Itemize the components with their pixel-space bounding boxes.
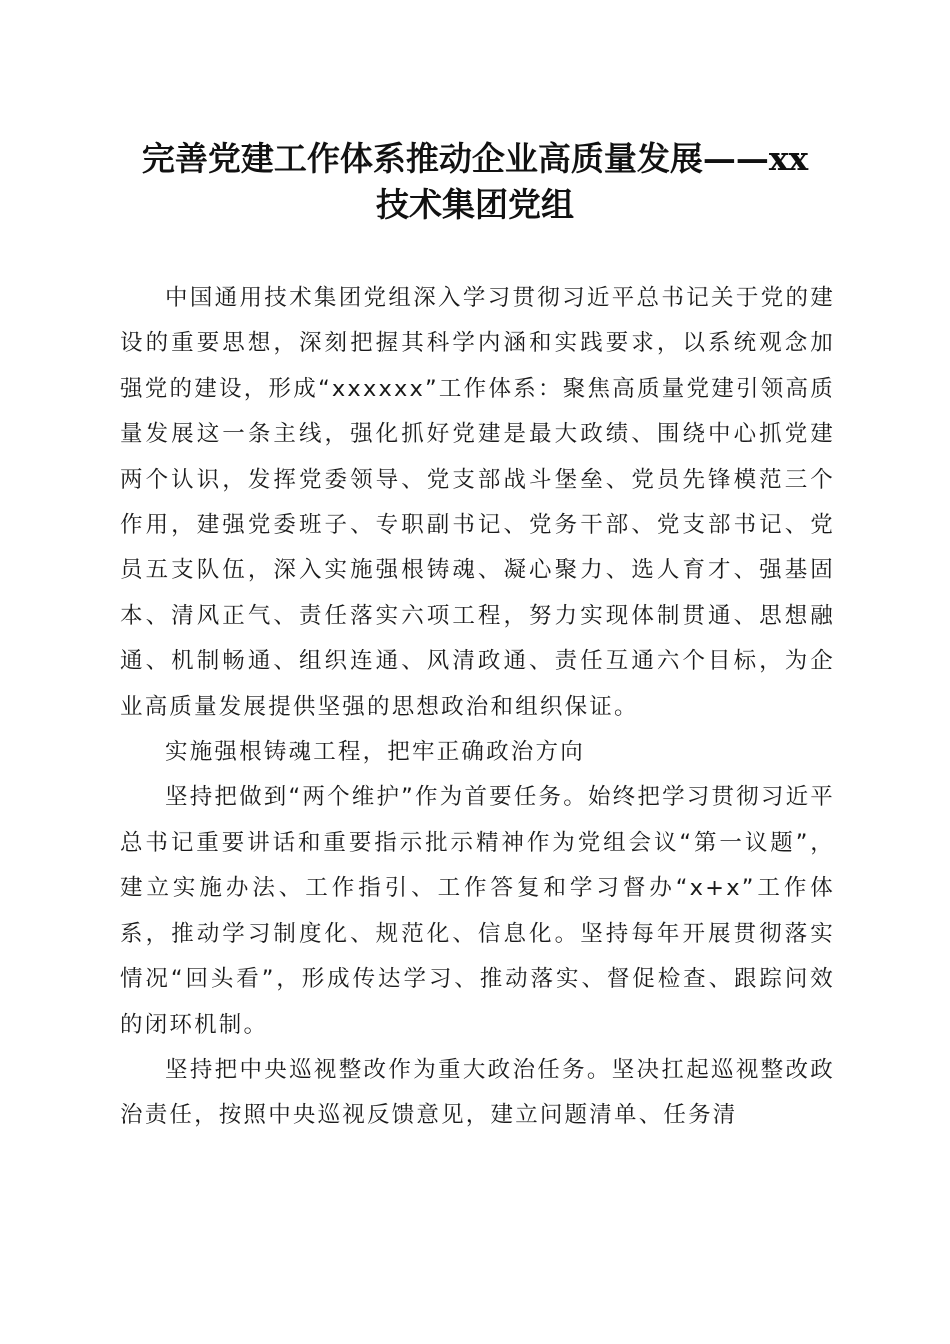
- paragraph-two-safeguards: 坚持把做到“两个维护”作为首要任务。始终把学习贯彻习近平总书记重要讲话和重要指示批示精神作为党组会议“第一议题”，建立实施办法、工作指引、工作答复和学习督办“x+x”工作体系，推动学习制度化、规范化、信息化。坚持每年开展贯彻落实情况“回头看”，形成传达学习、推动落实、督促检查、跟踪问效的闭环机制。: [120, 784, 835, 1038]
- title-line-2: 技术集团党组: [376, 185, 574, 224]
- document-title: [100, 136, 850, 228]
- document-body: [120, 276, 835, 1139]
- title-line-1: 完善党建工作体系推动企业高质量发展——xx: [141, 139, 809, 178]
- section-heading: 实施强根铸魂工程，把牢正确政治方向: [165, 739, 585, 766]
- paragraph-inspection-rectification: 坚持把中央巡视整改作为重大政治任务。坚决扛起巡视整改政治责任，按照中央巡视反馈意见，建立问题清单、任务清: [120, 1056, 835, 1129]
- paragraph-intro: 中国通用技术集团党组深入学习贯彻习近平总书记关于党的建设的重要思想，深刻把握其科学内涵和实践要求，以系统观念加强党的建设，形成“xxxxxx”工作体系：聚焦高质量党建引领高质量发展这一条主线，强化抓好党建是最大政绩、围绕中心抓党建两个认识，发挥党委领导、党支部战斗堡垒、党员先锋模范三个作用，建强党委班子、专职副书记、党务干部、党支部书记、党员五支队伍，深入实施强根铸魂、凝心聚力、选人育才、强基固本、清风正气、责任落实六项工程，努力实现体制贯通、思想融通、机制畅通、组织连通、风清政通、责任互通六个目标，为企业高质量发展提供坚强的思想政治和组织保证。: [120, 285, 835, 720]
